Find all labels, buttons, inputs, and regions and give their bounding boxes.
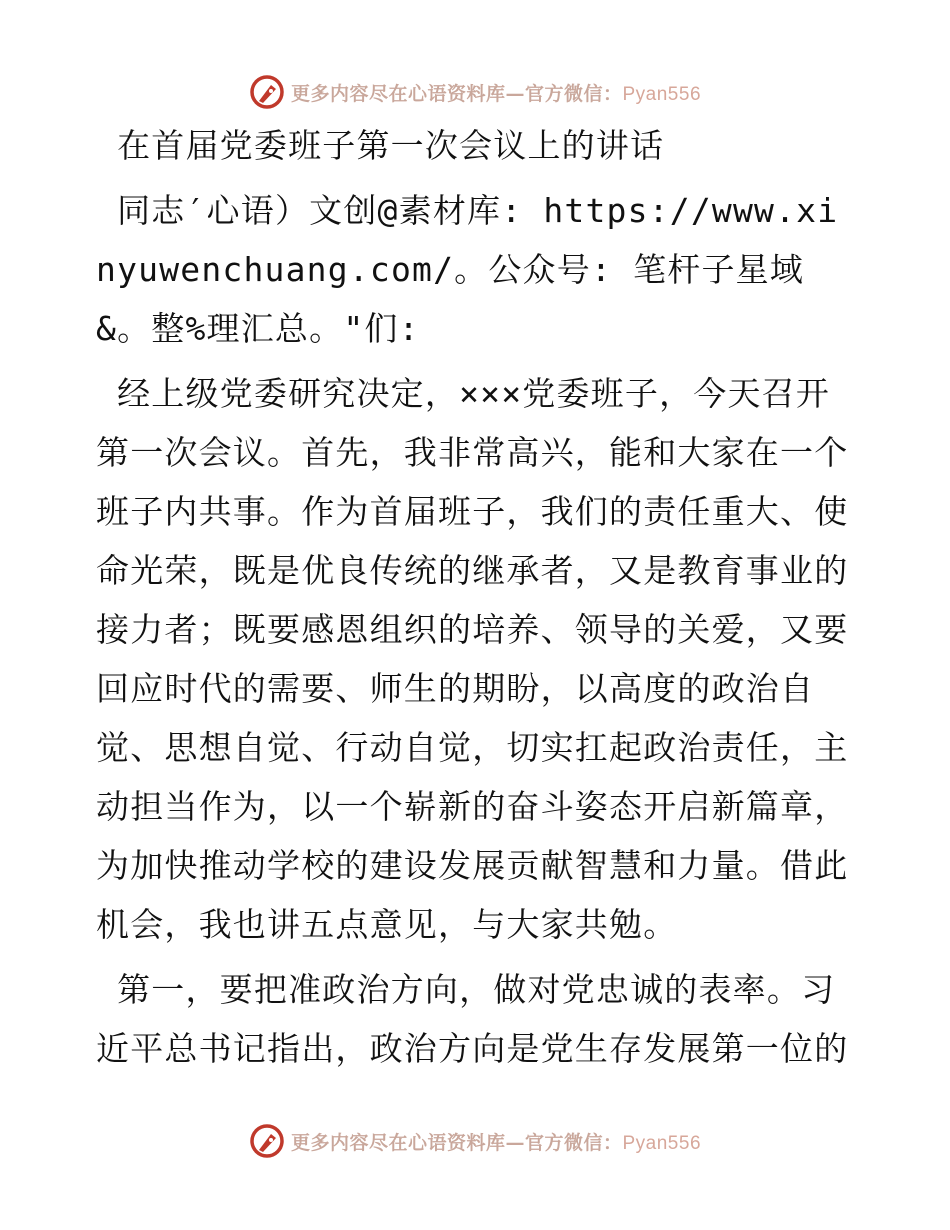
document-title: 在首届党委班子第一次会议上的讲话 xyxy=(96,126,665,165)
body-paragraph-1: 经上级党委研究决定，×××党委班子，今天召开第一次会议。首先，我非常高兴，能和大家在一个班子内共事。作为首届班子，我们的责任重大、使命光荣，既是优良传统的继承者，又是教育事业的接力者；既要感恩组织的培养、领导的关爱，又要回应时代的需要、师生的期盼，以高度的政治自觉、思想自觉、行动自觉，切实扛起政治责任，主动担当作为，以一个崭新的奋斗姿态开启新篇章，为加快推动学校的建设发展贡献智慧和力量。借此机会，我也讲五点意见，与大家共勉。 xyxy=(96,374,849,944)
document-body xyxy=(96,116,854,1078)
watermark-account: Pyan556 xyxy=(622,1132,702,1154)
footer-watermark xyxy=(0,1121,950,1161)
header-watermark xyxy=(0,72,950,112)
greeting-paragraph: 同志′心语）文创@素材库: https://www.xinyuwenchuang.com/。公众号: 笔杆子星域&。整%理汇总。"们: xyxy=(96,191,839,348)
body-paragraph-2: 第一，要把准政治方向，做对党忠诚的表率。习近平总书记指出，政治方向是党生存发展第一位的 xyxy=(96,970,849,1068)
pen-nib-logo-icon xyxy=(249,1123,285,1159)
watermark-text: 更多内容尽在心语资料库—官方微信：Pyan556 xyxy=(290,1131,702,1154)
pen-nib-logo-icon xyxy=(249,74,285,110)
watermark-account: Pyan556 xyxy=(622,83,702,105)
watermark-text: 更多内容尽在心语资料库—官方微信：Pyan556 xyxy=(290,82,702,105)
